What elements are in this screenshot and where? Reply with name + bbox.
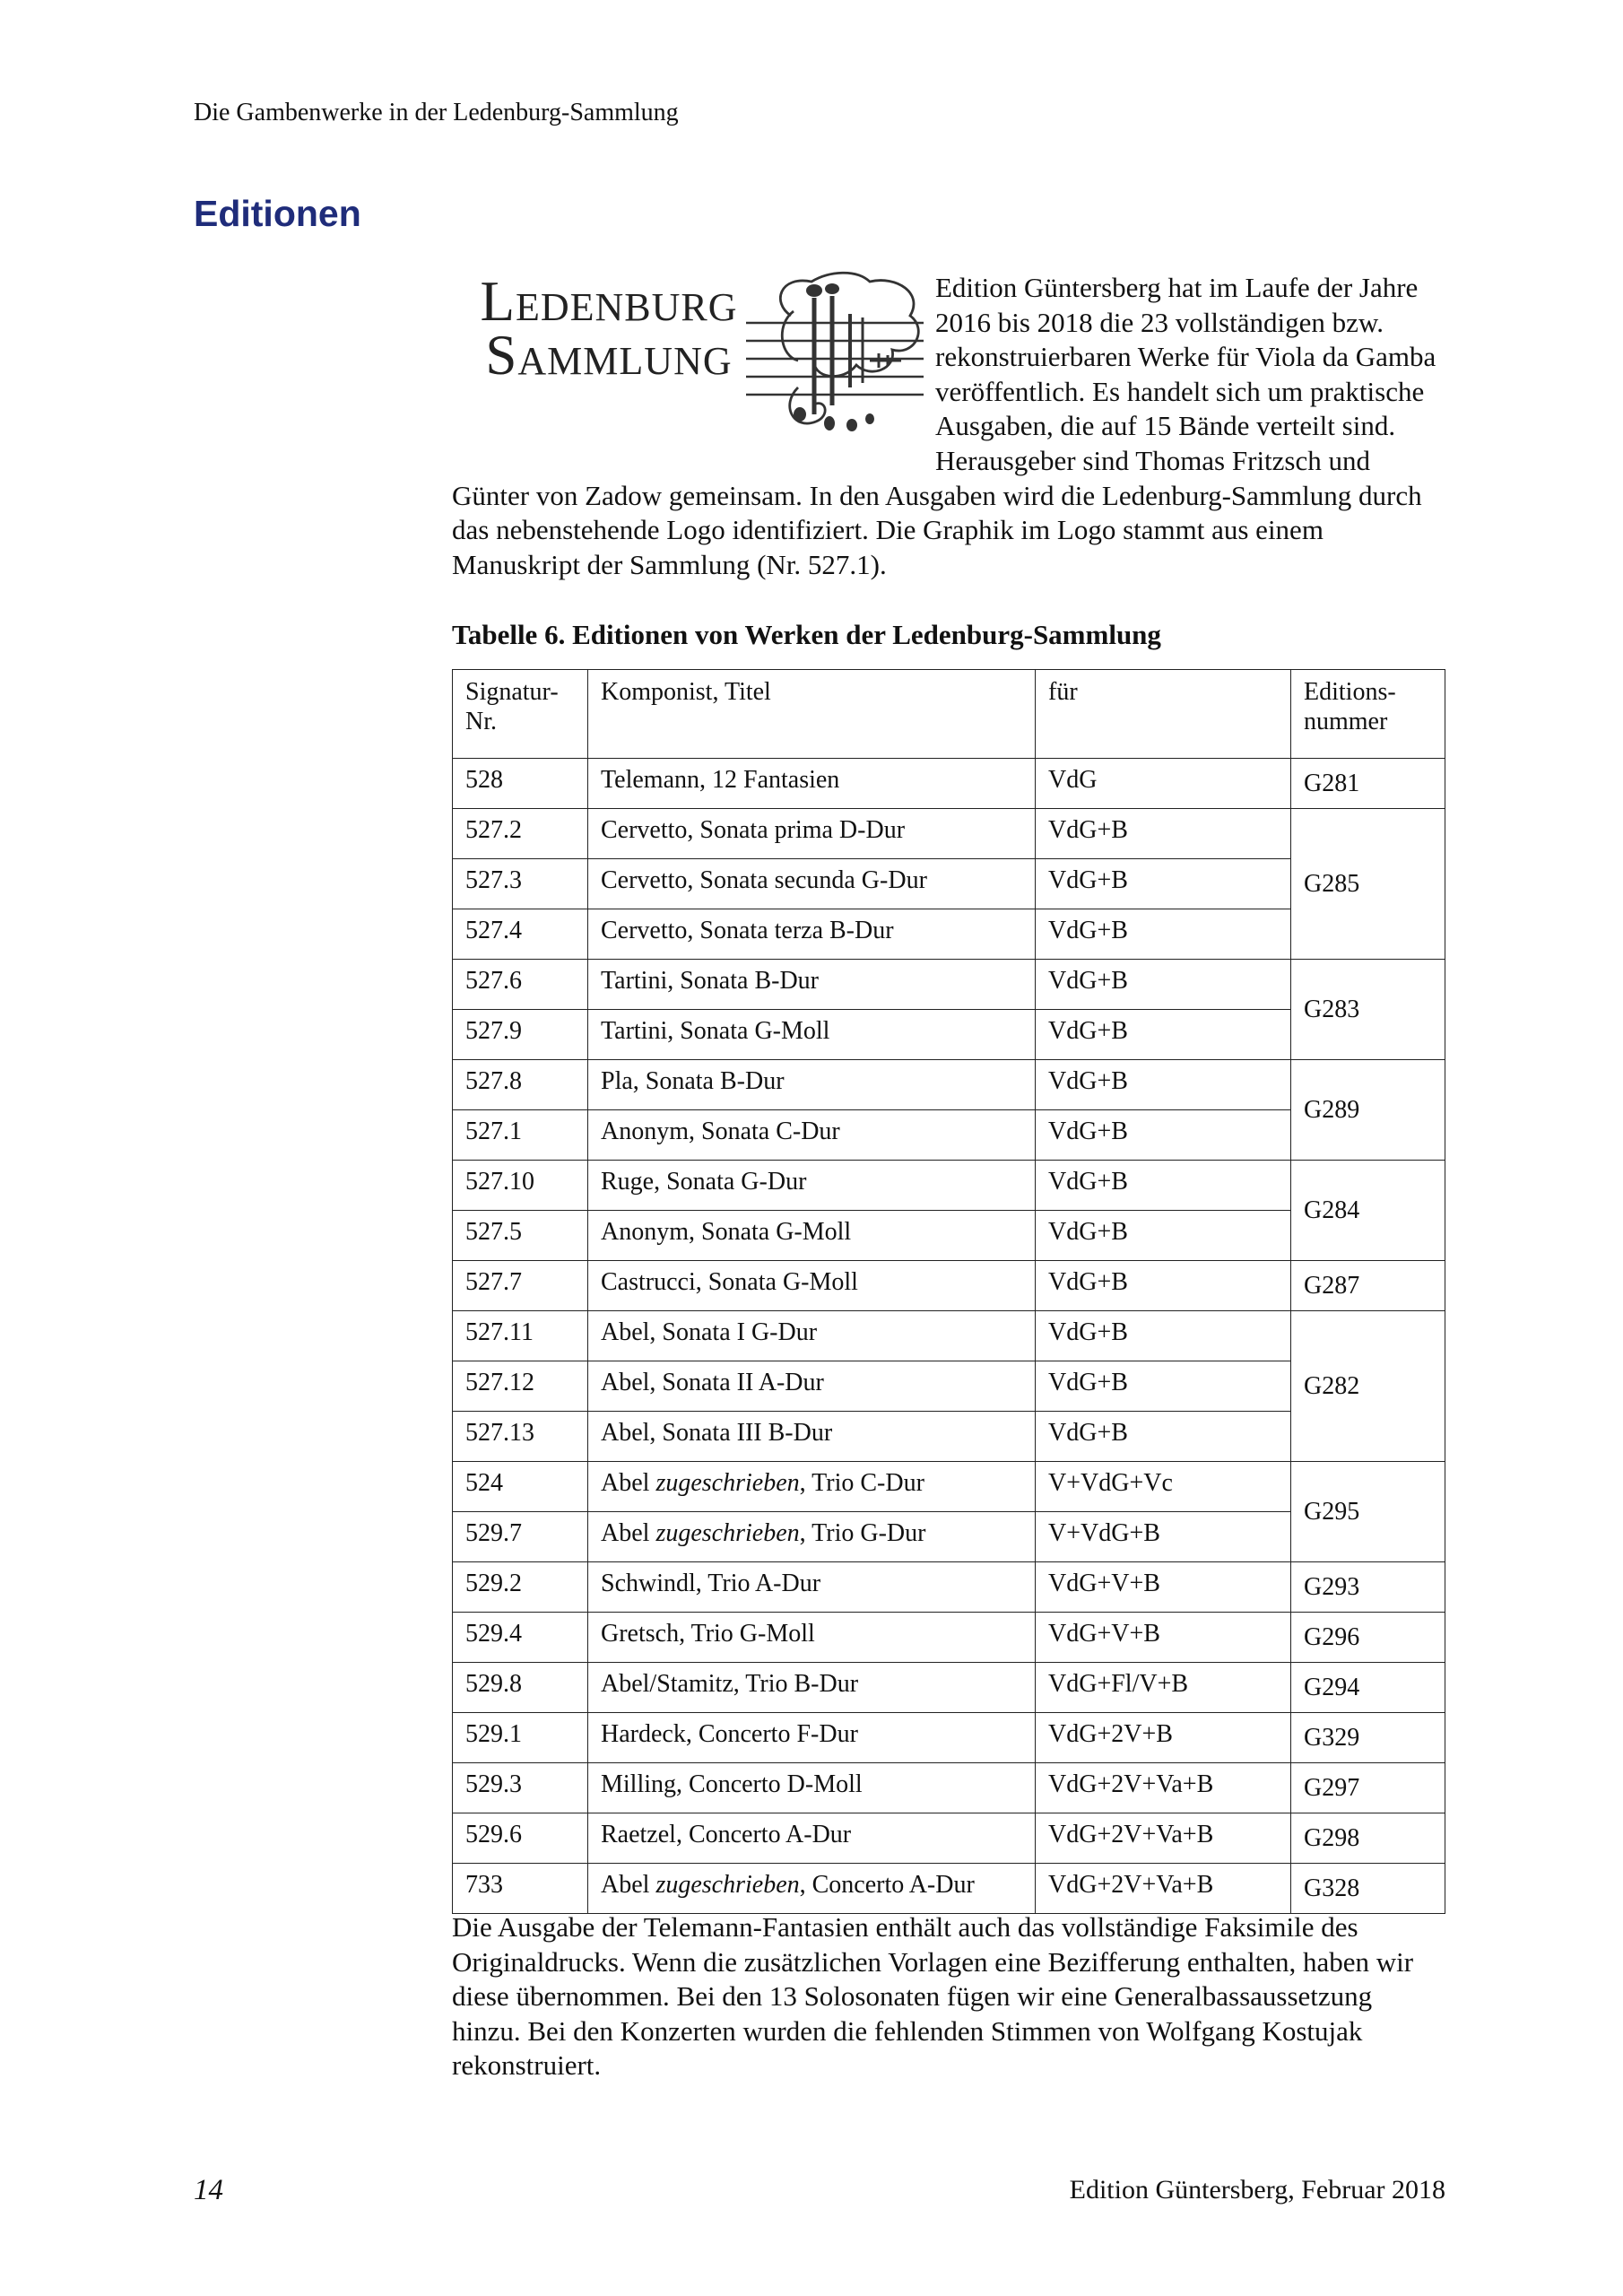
cell-fuer: VdG+B	[1036, 1010, 1291, 1060]
cell-fuer: V+VdG+Vc	[1036, 1462, 1291, 1512]
table-row	[453, 1060, 1445, 1110]
cell-title: Tartini, Sonata B-Dur	[588, 960, 1036, 1010]
cell-title: Raetzel, Concerto A-Dur	[588, 1813, 1036, 1864]
table-row	[453, 809, 1445, 859]
title-attribution: zugeschrieben	[655, 1871, 800, 1899]
intro-block	[452, 271, 1445, 582]
cell-edition: G295	[1291, 1462, 1445, 1562]
title-work: , Trio G-Dur	[799, 1519, 926, 1547]
cell-signatur: 733	[453, 1864, 588, 1914]
cell-signatur: 524	[453, 1462, 588, 1512]
page-number: 14	[194, 2174, 223, 2206]
cell-fuer: VdG+B	[1036, 1161, 1291, 1211]
cell-title: Pla, Sonata B-Dur	[588, 1060, 1036, 1110]
cell-fuer: VdG	[1036, 759, 1291, 809]
cell-signatur: 527.3	[453, 859, 588, 909]
cell-signatur: 527.10	[453, 1161, 588, 1211]
cell-title: Gretsch, Trio G-Moll	[588, 1613, 1036, 1663]
cell-fuer: VdG+V+B	[1036, 1562, 1291, 1613]
col-header-signatur: Signatur-Nr.	[453, 670, 588, 759]
table-row	[453, 1663, 1445, 1713]
cell-title: Schwindl, Trio A-Dur	[588, 1562, 1036, 1613]
table-header-row	[453, 670, 1445, 759]
cell-fuer: VdG+B	[1036, 1110, 1291, 1161]
cell-title: Cervetto, Sonata terza B-Dur	[588, 909, 1036, 960]
table-caption: Tabelle 6. Editionen von Werken der Ledenburg-Sammlung	[452, 619, 1161, 650]
cell-title: Cervetto, Sonata secunda G-Dur	[588, 859, 1036, 909]
logo-line-1: Ledenburg	[480, 270, 738, 333]
table-row	[453, 1462, 1445, 1512]
cell-signatur: 529.2	[453, 1562, 588, 1613]
outro-block	[452, 1910, 1445, 2083]
running-header: Die Gambenwerke in der Ledenburg-Sammlung	[194, 99, 679, 126]
cell-title: Telemann, 12 Fantasien	[588, 759, 1036, 809]
cell-fuer: VdG+Fl/V+B	[1036, 1663, 1291, 1713]
cell-fuer: VdG+2V+B	[1036, 1713, 1291, 1763]
cell-edition: G328	[1291, 1864, 1445, 1914]
ledenburg-logo	[448, 271, 928, 444]
cell-signatur: 529.4	[453, 1613, 588, 1663]
cell-title: Anonym, Sonata G-Moll	[588, 1211, 1036, 1261]
table-row	[453, 1813, 1445, 1864]
cell-edition: G296	[1291, 1613, 1445, 1663]
cell-signatur: 527.7	[453, 1261, 588, 1311]
cell-title: Tartini, Sonata G-Moll	[588, 1010, 1036, 1060]
cell-fuer: VdG+B	[1036, 1211, 1291, 1261]
cell-signatur: 527.8	[453, 1060, 588, 1110]
cell-edition: G281	[1291, 759, 1445, 809]
cell-title: Abel, Sonata II A-Dur	[588, 1361, 1036, 1412]
intro-paragraph: Edition Güntersberg hat im Laufe der Jahre 2016 bis 2018 die 23 vollständigen bzw. rekonstruierbaren Werke für Viola da Gamba veröffentlich. Es handelt sich um praktische Ausgaben, die auf 15 Bände verteilt sind. Herausgeber sind Thomas Fritzsch und Günter von Zadow gemeinsam. In den Ausgaben wird die Ledenburg-Sammlung durch das nebenstehende Logo identifiziert. Die Graphik im Logo stammt aus einem Manuskript der Sammlung (Nr. 527.1).	[452, 272, 1436, 580]
title-work: , Trio C-Dur	[799, 1469, 924, 1497]
table-row	[453, 960, 1445, 1010]
table-row	[453, 1562, 1445, 1613]
col-header-komponist: Komponist, Titel	[588, 670, 1036, 759]
editions-table	[452, 669, 1445, 1914]
footer-publisher: Edition Güntersberg, Februar 2018	[1069, 2175, 1445, 2205]
cell-title: Ruge, Sonata G-Dur	[588, 1161, 1036, 1211]
col-header-fuer: für	[1036, 670, 1291, 759]
cell-edition: G329	[1291, 1713, 1445, 1763]
title-work: , Concerto A-Dur	[799, 1871, 975, 1899]
section-title: Editionen	[194, 193, 361, 234]
cell-signatur: 527.1	[453, 1110, 588, 1161]
cell-fuer: VdG+B	[1036, 1261, 1291, 1311]
cell-signatur: 529.8	[453, 1663, 588, 1713]
title-attribution: zugeschrieben	[655, 1469, 800, 1497]
cell-signatur: 529.6	[453, 1813, 588, 1864]
cell-edition: G298	[1291, 1813, 1445, 1864]
title-composer: Abel	[601, 1469, 650, 1497]
cell-title: Cervetto, Sonata prima D-Dur	[588, 809, 1036, 859]
cell-edition: G285	[1291, 809, 1445, 960]
cell-edition: G284	[1291, 1161, 1445, 1261]
cell-title: Abel/Stamitz, Trio B-Dur	[588, 1663, 1036, 1713]
cell-fuer: VdG+B	[1036, 1361, 1291, 1412]
cell-fuer: VdG+2V+Va+B	[1036, 1864, 1291, 1914]
cell-fuer: VdG+B	[1036, 1060, 1291, 1110]
cell-fuer: VdG+B	[1036, 859, 1291, 909]
cell-fuer: VdG+2V+Va+B	[1036, 1813, 1291, 1864]
cell-edition: G297	[1291, 1763, 1445, 1813]
cell-edition: G293	[1291, 1562, 1445, 1613]
table-row	[453, 1763, 1445, 1813]
table-row	[453, 1161, 1445, 1211]
col-header-editionsnummer: Editions-nummer	[1291, 670, 1445, 759]
table-row	[453, 1713, 1445, 1763]
cell-signatur: 527.5	[453, 1211, 588, 1261]
logo-line-2: Sammlung	[485, 324, 733, 387]
title-attribution: zugeschrieben	[655, 1519, 800, 1547]
cell-fuer: VdG+2V+Va+B	[1036, 1763, 1291, 1813]
table-row	[453, 1613, 1445, 1663]
cell-fuer: VdG+B	[1036, 1412, 1291, 1462]
cell-title: Anonym, Sonata C-Dur	[588, 1110, 1036, 1161]
cell-edition: G287	[1291, 1261, 1445, 1311]
cell-signatur: 527.13	[453, 1412, 588, 1462]
cell-signatur: 529.7	[453, 1512, 588, 1562]
manuscript-graphic-icon	[744, 271, 928, 437]
cell-title: Milling, Concerto D-Moll	[588, 1763, 1036, 1813]
table-row	[453, 1261, 1445, 1311]
cell-edition: G282	[1291, 1311, 1445, 1462]
table-row	[453, 1311, 1445, 1361]
cell-edition: G294	[1291, 1663, 1445, 1713]
cell-title	[588, 1512, 1036, 1562]
cell-signatur: 527.4	[453, 909, 588, 960]
cell-signatur: 527.11	[453, 1311, 588, 1361]
cell-edition: G289	[1291, 1060, 1445, 1161]
cell-signatur: 527.2	[453, 809, 588, 859]
cell-signatur: 527.12	[453, 1361, 588, 1412]
cell-signatur: 528	[453, 759, 588, 809]
cell-fuer: VdG+B	[1036, 1311, 1291, 1361]
cell-signatur: 529.3	[453, 1763, 588, 1813]
cell-title	[588, 1462, 1036, 1512]
cell-fuer: VdG+B	[1036, 909, 1291, 960]
outro-paragraph: Die Ausgabe der Telemann-Fantasien enthält auch das vollständige Faksimile des Originaldrucks. Wenn die zusätzlichen Vorlagen eine Bezifferung enthalten, haben wir diese übernommen. Bei den 13 Solosonaten fügen wir eine Generalbassaussetzung hinzu. Bei den Konzerten wurden die fehlenden Stimmen von Wolfgang Kostujak rekonstruiert.	[452, 1911, 1414, 2082]
cell-title: Abel, Sonata I G-Dur	[588, 1311, 1036, 1361]
cell-title: Castrucci, Sonata G-Moll	[588, 1261, 1036, 1311]
cell-fuer: VdG+B	[1036, 809, 1291, 859]
title-composer: Abel	[601, 1871, 650, 1899]
cell-fuer: V+VdG+B	[1036, 1512, 1291, 1562]
cell-signatur: 527.6	[453, 960, 588, 1010]
cell-title: Abel, Sonata III B-Dur	[588, 1412, 1036, 1462]
logo-wordmark	[461, 270, 757, 387]
table-row	[453, 1864, 1445, 1914]
cell-title: Hardeck, Concerto F-Dur	[588, 1713, 1036, 1763]
cell-signatur: 529.1	[453, 1713, 588, 1763]
cell-edition: G283	[1291, 960, 1445, 1060]
title-composer: Abel	[601, 1519, 650, 1547]
cell-title	[588, 1864, 1036, 1914]
cell-fuer: VdG+V+B	[1036, 1613, 1291, 1663]
cell-fuer: VdG+B	[1036, 960, 1291, 1010]
table-row	[453, 759, 1445, 809]
cell-signatur: 527.9	[453, 1010, 588, 1060]
